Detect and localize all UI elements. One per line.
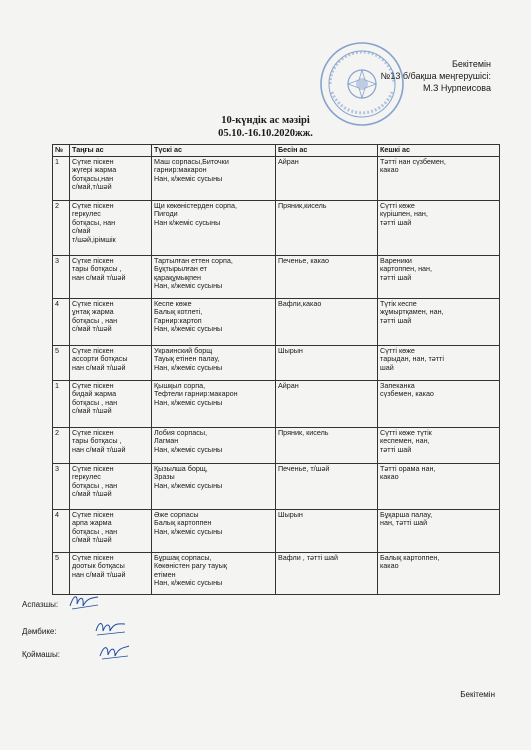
cell-breakfast <box>70 552 152 594</box>
row-number: 4 <box>53 509 70 552</box>
dinner-line: Бұқарша палау, <box>380 509 433 519</box>
row-number: 5 <box>53 345 70 380</box>
cell-lunch <box>152 427 276 463</box>
signature-cook-label: Аспазшы: <box>22 600 59 609</box>
dinner-line: какао <box>380 472 399 482</box>
lunch-line: Тартылған еттен сорпа, <box>154 255 233 265</box>
cell-snack <box>276 380 378 427</box>
breakfast-line: с/май <box>72 226 91 236</box>
dinner-line: жұмыртқамен, нан, <box>380 307 444 317</box>
lunch-line: Пигоди <box>154 209 178 219</box>
lunch-line: Гарнир:картоп <box>154 315 202 325</box>
table-row <box>53 552 500 594</box>
breakfast-line: ботқасы , нан <box>72 397 118 407</box>
row-number: 2 <box>53 427 70 463</box>
dinner-line: Запеканка <box>380 380 415 390</box>
header-snack: Бесін ас <box>276 145 378 157</box>
cell-breakfast <box>70 255 152 298</box>
row-number: 5 <box>53 552 70 594</box>
cell-snack <box>276 552 378 594</box>
dinner-line: Түтік кеспе <box>380 298 417 308</box>
cell-lunch <box>152 345 276 380</box>
breakfast-line: с/май,т/шәй <box>72 182 112 192</box>
lunch-line: Маш сорпасы,Биточки <box>154 156 229 166</box>
cell-breakfast <box>70 298 152 345</box>
cell-dinner <box>378 156 500 200</box>
table-row <box>53 427 500 463</box>
lunch-line: Нан, к/жеміс сусыны <box>154 444 223 454</box>
breakfast-line: ұнтақ жарма <box>72 307 114 317</box>
dinner-line: тәтті шай <box>380 217 412 227</box>
snack-line: Вафли,какао <box>278 298 322 308</box>
table-row <box>53 463 500 509</box>
breakfast-line: доотык ботқасы <box>72 561 125 571</box>
breakfast-line: ассорти ботқасы <box>72 354 128 364</box>
dinner-line: какао <box>380 165 399 175</box>
table-row <box>53 298 500 345</box>
breakfast-line: т/шәй,ірімшік <box>72 234 116 244</box>
snack-line: Пряник,кисель <box>278 200 327 210</box>
breakfast-line: жүгері жарма <box>72 165 117 175</box>
snack-line: Печенье, т/шәй <box>278 463 330 473</box>
cell-dinner <box>378 463 500 509</box>
dinner-line: сүзбемен, какао <box>380 389 434 399</box>
cell-breakfast <box>70 156 152 200</box>
dinner-line: кеспемен, нан, <box>380 436 430 446</box>
lunch-line: Әже сорпасы <box>154 509 199 519</box>
lunch-line: Украинский борщ <box>154 345 213 355</box>
breakfast-line: арпа жарма <box>72 518 112 528</box>
breakfast-line: с/май т/шәй <box>72 535 112 545</box>
approval-line-1: Бекітемін <box>451 59 491 69</box>
cell-breakfast <box>70 345 152 380</box>
cell-lunch <box>152 298 276 345</box>
approval-line-2: №13 б/бақша меңгерушісі: <box>380 71 491 81</box>
cell-snack <box>276 298 378 345</box>
breakfast-line: геркулес <box>72 472 101 482</box>
table-row <box>53 255 500 298</box>
breakfast-line: ботқасы , нан <box>72 480 118 490</box>
lunch-line: Балық котлеті, <box>154 307 203 317</box>
signature-storekeeper-icon <box>98 642 132 662</box>
breakfast-line: Сүтке піскен <box>72 345 114 355</box>
table-row <box>53 380 500 427</box>
dinner-line: Сүтті көже <box>380 200 415 210</box>
cell-lunch <box>152 200 276 255</box>
lunch-line: Щи көкөністерден сорпа, <box>154 200 237 210</box>
cell-snack <box>276 255 378 298</box>
lunch-line: Нан, к/жеміс сусыны <box>154 173 223 183</box>
breakfast-line: с/май т/шәй <box>72 324 112 334</box>
cell-lunch <box>152 509 276 552</box>
lunch-line: Тефтели гарнир:макарон <box>154 389 238 399</box>
lunch-line: Нан к/жеміс сусыны <box>154 217 221 227</box>
dinner-line: күрішпен, нан, <box>380 209 428 219</box>
cell-dinner <box>378 345 500 380</box>
lunch-line: Бұқтырылған ет <box>154 264 207 274</box>
breakfast-line: Сүтке піскен <box>72 463 114 473</box>
dinner-line: Балық картоппен, <box>380 552 440 562</box>
breakfast-line: нан с/май т/шәй <box>72 272 126 282</box>
lunch-line: Нан, к/жеміс сусыны <box>154 578 223 588</box>
dinner-line: Тәтті орама нан, <box>380 463 436 473</box>
lunch-line: Қызылша борщ, <box>154 463 208 473</box>
lunch-line: Кеспе көже <box>154 298 192 308</box>
snack-line: Айран <box>278 380 299 390</box>
snack-line: Печенье, какао <box>278 255 329 265</box>
cell-snack <box>276 463 378 509</box>
lunch-line: етімен <box>154 569 176 579</box>
page-title: 10-күндік ас мәзірі <box>221 115 310 126</box>
breakfast-line: Сүтке піскен <box>72 255 114 265</box>
breakfast-line: Сүтке піскен <box>72 298 114 308</box>
breakfast-line: ботқасы , нан <box>72 526 118 536</box>
date-range: 05.10.-16.10.2020жж. <box>218 128 313 139</box>
cell-lunch <box>152 255 276 298</box>
row-number: 1 <box>53 156 70 200</box>
lunch-line: Нан, к/жеміс сусыны <box>154 480 223 490</box>
cell-breakfast <box>70 509 152 552</box>
dinner-line: Сүтті көже түтік <box>380 427 432 437</box>
cell-snack <box>276 509 378 552</box>
lunch-line: Нан, к/жеміс сусыны <box>154 281 223 291</box>
footer-approval: Бекітемін <box>460 690 495 699</box>
approval-line-3: М.З Нурпеисова <box>422 83 491 93</box>
row-number: 4 <box>53 298 70 345</box>
dinner-line: шай <box>380 362 394 372</box>
row-number: 3 <box>53 255 70 298</box>
cell-dinner <box>378 255 500 298</box>
signature-cook-icon <box>68 592 102 612</box>
breakfast-line: нан с/май т/шәй <box>72 362 126 372</box>
table-header-row <box>53 145 500 157</box>
dinner-line: тәтті шай <box>380 272 412 282</box>
lunch-line: Нан, к/жеміс сусыны <box>154 362 223 372</box>
row-number: 3 <box>53 463 70 509</box>
cell-breakfast <box>70 427 152 463</box>
menu-table <box>52 144 500 595</box>
lunch-line: Лобия сорпасы, <box>154 427 208 437</box>
lunch-line: Зразы <box>154 472 175 482</box>
cell-lunch <box>152 380 276 427</box>
snack-line: Вафли , тәтті шай <box>278 552 338 562</box>
breakfast-line: бидай жарма <box>72 389 117 399</box>
breakfast-line: тары ботқасы , <box>72 264 122 274</box>
cell-snack <box>276 427 378 463</box>
signature-storekeeper-label: Қоймашы: <box>22 650 60 659</box>
dinner-line: Сүтті көже <box>380 345 415 355</box>
breakfast-line: Сүтке піскен <box>72 156 114 166</box>
breakfast-line: нан с/май т/шәй <box>72 569 126 579</box>
dinner-line: Тәтті нан сүзбемен, <box>380 156 446 166</box>
lunch-line: Нан, к/жеміс сусыны <box>154 526 223 536</box>
cell-lunch <box>152 552 276 594</box>
breakfast-line: Сүтке піскен <box>72 380 114 390</box>
cell-dinner <box>378 427 500 463</box>
header-breakfast: Таңғы ас <box>70 145 152 157</box>
breakfast-line: с/май т/шәй <box>72 489 112 499</box>
snack-line: Шырын <box>278 509 303 519</box>
breakfast-line: геркулес <box>72 209 101 219</box>
row-number: 1 <box>53 380 70 427</box>
table-row <box>53 509 500 552</box>
dinner-line: тарыдан, нан, тәтті <box>380 354 444 364</box>
cell-dinner <box>378 380 500 427</box>
cell-dinner <box>378 298 500 345</box>
dinner-line: Вареники <box>380 255 412 265</box>
cell-snack <box>276 200 378 255</box>
snack-line: Пряник, кисель <box>278 427 329 437</box>
lunch-line: Нан, к/жеміс сусыны <box>154 397 223 407</box>
lunch-line: Нан, к/жеміс сусыны <box>154 324 223 334</box>
snack-line: Шырын <box>278 345 303 355</box>
cell-breakfast <box>70 200 152 255</box>
cell-breakfast <box>70 380 152 427</box>
breakfast-line: Сүтке піскен <box>72 427 114 437</box>
signature-nurse-label: Дәмбике: <box>22 627 57 636</box>
row-number: 2 <box>53 200 70 255</box>
lunch-line: гарнир:макарон <box>154 165 207 175</box>
cell-snack <box>276 345 378 380</box>
cell-dinner <box>378 552 500 594</box>
signature-nurse-icon <box>94 618 128 638</box>
dinner-line: какао <box>380 561 399 571</box>
breakfast-line: ботқасы,нан <box>72 173 114 183</box>
lunch-line: Тауық етінен палау, <box>154 354 220 364</box>
dinner-line: тәтті шай <box>380 315 412 325</box>
lunch-line: Көкөністен рагу тауық <box>154 561 227 571</box>
dinner-line: картоппен, нан, <box>380 264 433 274</box>
table-row <box>53 156 500 200</box>
table-row <box>53 200 500 255</box>
cell-dinner <box>378 509 500 552</box>
cell-breakfast <box>70 463 152 509</box>
lunch-line: Қышқыл сорпа, <box>154 380 206 390</box>
lunch-line: Балық картоппен <box>154 518 212 528</box>
dinner-line: тәтті шай <box>380 444 412 454</box>
cell-lunch <box>152 156 276 200</box>
breakfast-line: нан с/май т/шәй <box>72 444 126 454</box>
lunch-line: қарақұмықпен <box>154 272 201 282</box>
breakfast-line: ботқасы , нан <box>72 315 118 325</box>
cell-snack <box>276 156 378 200</box>
header-num: № <box>53 145 70 157</box>
breakfast-line: ботқасы, нан <box>72 217 116 227</box>
header-lunch: Түскі ас <box>152 145 276 157</box>
breakfast-line: с/май т/шәй <box>72 406 112 416</box>
breakfast-line: тары ботқасы , <box>72 436 122 446</box>
header-dinner: Кешкі ас <box>378 145 500 157</box>
cell-dinner <box>378 200 500 255</box>
table-row <box>53 345 500 380</box>
dinner-line: нан, тәтті шай <box>380 518 428 528</box>
cell-lunch <box>152 463 276 509</box>
breakfast-line: Сүтке піскен <box>72 552 114 562</box>
breakfast-line: Сүтке піскен <box>72 200 114 210</box>
lunch-line: Лагман <box>154 436 179 446</box>
breakfast-line: Сүтке піскен <box>72 509 114 519</box>
snack-line: Айран <box>278 156 299 166</box>
lunch-line: Бұршақ сорпасы, <box>154 552 212 562</box>
